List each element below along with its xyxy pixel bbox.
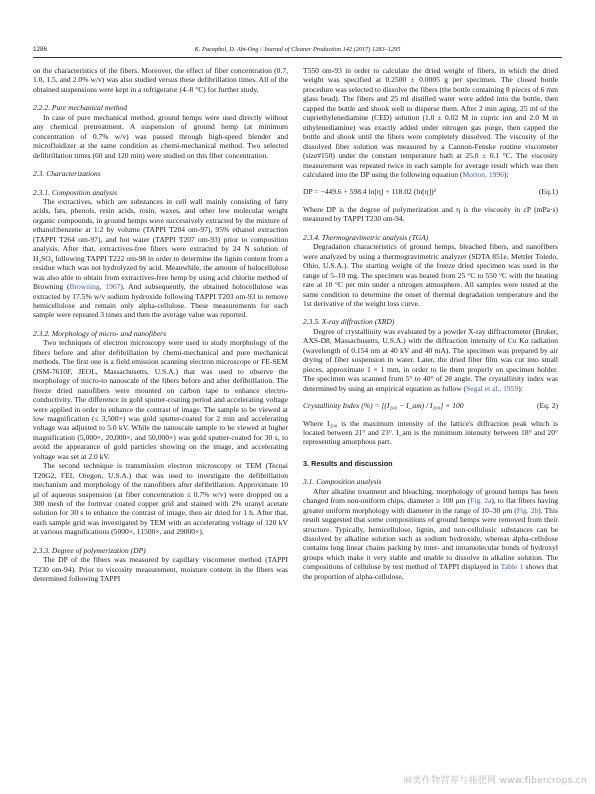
left-column	[33, 66, 288, 778]
paragraph: Degradation characteristics of ground hemps, bleached fibers, and nanofibers were analyzed by using a thermogravimetric analyzer (SDTA 851e, Mettler Toledo, Ohio, U.S.A.). The starting weight of the freeze dried specimen was used in the range of 5–10 mg. The specimen was heated from 25 °C to 550 °C with the heating rate at 10 °C per min under a nitrogen atmosphere. All samples were tested at the same condition to determine the onset of thermal degradation temperature and the 1st derivative of the weight loss curve.	[303, 242, 558, 308]
paragraph: Where I₂₀₀ is the maximum intensity of the lattice's diffraction peak which is located between 21° and 23°. I_am is the minimum intensity between 18° and 20° representing amorphous part.	[303, 418, 558, 447]
running-title: K. Pacaphol, D. Aht-Ong / Journal of Cleaner Production 142 (2017) 1283–1295	[194, 46, 401, 53]
equation-2	[303, 401, 558, 410]
section-heading: 2.3. Characterizations	[33, 169, 101, 179]
paragraph: In case of pure mechanical method, ground hemps were used directly without any chemical pretreatment. A suspension of ground hemp (at minimum concentration of 0.7% w/v) was passed through high-speed blender and microfluidizer at the same condition as chemi-mechanical method. Two selected defibrillation times (60 and 120 min) were studied on this fiber concentration.	[33, 112, 288, 160]
equation-label: (Eq.1)	[538, 187, 558, 197]
citation-link[interactable]: Segal et al., 1959	[466, 383, 519, 393]
right-column	[303, 66, 558, 778]
subsection-heading: 2.3.1. Composition analysis	[33, 187, 118, 197]
paragraph: T550 om-93 in order to calculate the dried weight of fibers, in which the dried weight was specified at 0.2500 ± 0.0005 g per specimen. The closed bottle procedure was selected to dissolve the fibers (the bottle containing 8 pieces of 6 mm glass bead). The fibers and 25 ml distilled water were added into the bottle, then capped the bottle and shook well to disperse them. After 2 min aging, 25 ml of the cupriethylenediamine (CED) solution (1.0 ± 0.02 M in cupric ion and 2.0 M in ethylenediamine) was exactly added under nitrogen gas purge, then capped the bottle and shook until the fibers were completely dissolved. The viscosity of the dissolved fiber solution was measured by a Cannon-Fenske routine viscometer (size#150) under the constant temperature bath at 25.0 ± 0.1 °C. The viscosity measurement was repeated twice in each sample for average result which was then calculated into the DP using the following equation (Morton, 1996):	[303, 66, 558, 179]
subsection-heading: 2.3.3. Degree of polymerization (DP)	[33, 545, 146, 555]
watermark: 麻类作物营养与施肥网 www.fibercrops.cn	[403, 776, 587, 786]
equation-expression: Crystallinity Index (%) = [(I₂₀₀ − I_am) / I₂₀₀] × 100	[303, 401, 464, 411]
page-number: 1286	[33, 46, 48, 53]
section-heading: 3. Results and discussion	[303, 458, 393, 468]
citation-link[interactable]: Browning, 1967	[69, 282, 121, 292]
table-link[interactable]: Table 1	[500, 562, 524, 572]
paragraph: Two techniques of electron microscopy were used to study morphology of the fibers before and after defibrillation by chemi-mechanical and pure mechanical methods. The first one is a field emission scanning electron microscope or FE-SEM (JSM-7610F, JEOL, Massachusetts, U.S.A.) that was used to observe the morphology of micro-to nanoscale of the fibers before and after defibrillation. The freeze dried nanofibers were mounted on carbon tape to enhance electro-conductivity. The difference in gold sputter-coating period and accelerating voltage were applied in order to enhance the contrast of image. The sample to be viewed at low magnification (≤ 3,500×) was gold sputter-coated for 2 min and accelerating voltage was adjusted to 5.0 kV. While the nanoscale sample to be viewed at higher magnification (5,000×, 20,000×, and 50,000×) was gold sputter-coated for 30 s, to avoid the appearance of gold particles showing on the image, and accelerating voltage was set at 2.0 kV.	[33, 338, 288, 461]
figure-link[interactable]: Fig. 2b	[516, 505, 539, 515]
equation-label: (Eq. 2)	[537, 401, 558, 411]
paragraph: Degree of crystallinity was evaluated by a powder X-ray diffractometer (Bruker, AXS-D8, Massachusetts, U.S.A.) with the diffraction intensity of Cu Kα radiation (wavelength of 0.154 nm at 40 kV and 40 mA). The specimen was prepared by air drying of fiber suspension in water. Later, the dried fiber film was cut into small pieces, approximate 1 × 1 mm, in order to lie them properly on specimen holder. The specimen was scanned from 5° to 40° of 2θ angle. The crystallinity index was determined by using an empirical equation as follow (Segal et al., 1959):	[303, 326, 558, 393]
paragraph: The DP of the fibers was measured by capillary viscometer method (TAPPI T230 om-94). Prior to viscosity measurement, moisture content in the fibers was determined following TAPPI	[33, 555, 288, 584]
page-header	[33, 44, 562, 56]
paragraph: After alkaline treatment and bleaching, morphology of ground hemps has been changed from non-uniform chips, diameter ≥ 100 μm (Fig. 2a), to flat fibers having greater uniform morphology with diameter in the range of 10–30 μm (Fig. 2b). This result suggested that some compositions of ground hemps were removed from their structure. Typically, hemicellulose, lignin, and non-cellulosic substances can be dissolved by alkaline solution such as sodium hydroxide, whereas alpha-cellulose contains long linear chains packing by inter- and intramolecular bonds of hydroxyl groups which make it very stable and unable to dissolve in alkaline solution. The compositions of cellulose by test method of TAPPI displayed in Table 1 shows that the proportion of alpha-cellulose,	[303, 486, 558, 581]
equation-expression: DP = −449.6 + 598.4 ln[η] + 118.02 (ln[η])²	[303, 187, 436, 197]
figure-link[interactable]: Fig. 2a	[470, 496, 492, 506]
paragraph: Where DP is the degree of polymerization and η is the viscosity in cP (mPa·s) measured by TAPPI T230 om-94.	[303, 204, 558, 224]
paragraph: The extractives, which are substances in cell wall mainly consisting of fatty acids, fats, phenols, resin acids, rosin, waxes, and other low molecular weight organic compounds, in ground hemps were successively extracted by the mixture of ethanol:benzene at 1:2 by volume (TAPPI T204 om-97), 95% ethanol extraction (TAPPI T264 om-97), and hot water (TAPPI T207 om-93) prior to composition analysis. After that, extractives-free fibers were extracted by 24 N solution of H₂SO₄ following TAPPI T222 om-98 in order to determine the lignin content from a residue which was not hydrolyzed by acid. Meanwhile, the amount of holocellulose was also able to obtain from extractives-free hemp by using acid chlorite method of Browning (Browning, 1967). And subsequently, the obtained holocellulose was extracted by 17.5% w/v sodium hydroxide following TAPPI T203 om-93 to remove hemicellulose and remain only alpha-cellulose. These measurements for each sample were repeated 3 times and then the average value was reported.	[33, 196, 288, 320]
subsection-heading: 2.3.5. X-ray diffraction (XRD)	[303, 317, 395, 327]
equation-1	[303, 187, 558, 196]
subsection-heading: 2.3.2. Morphology of micro- and nanofibers	[33, 328, 167, 338]
subsection-heading: 2.3.4. Thermogravimetric analysis (TGA)	[303, 232, 429, 242]
paragraph: on the characteristics of the fibers. Moreover, the effect of fiber concentration (0.7, 1.0, 1.5, and 2.0% w/v) was also studied versus these defibrillation times. All of the obtained suspensions were kept in a refrigerator (4–8 °C) for further study.	[33, 66, 288, 94]
header-rule	[33, 57, 562, 58]
subsection-heading: 2.2.2. Pure mechanical method	[33, 103, 128, 113]
paragraph: The second technique is transmission electron microscopy or TEM (Tecnai T20G2, FEI, Oregon, U.S.A.) that was used to investigate the defibrillation mechanism and morphology of the nanofibers after defibrillation. Approximate 10 μl of aqueous suspension (at fiber concentration ≤ 0.7% w/v) were dropped on a 300 mesh of the formvar coated copper grid and stained with 2% uranyl acetate solution for 30 s to enhance the contrast of image, then air dried for 1 h. After that, each sample grid was investigated by TEM with an accelerating voltage of 120 kV at various magnifications (5000×, 11500×, and 29000×).	[33, 461, 288, 537]
subsection-heading: 3.1. Composition analysis	[303, 477, 382, 487]
citation-link[interactable]: Morton, 1996	[462, 169, 504, 179]
